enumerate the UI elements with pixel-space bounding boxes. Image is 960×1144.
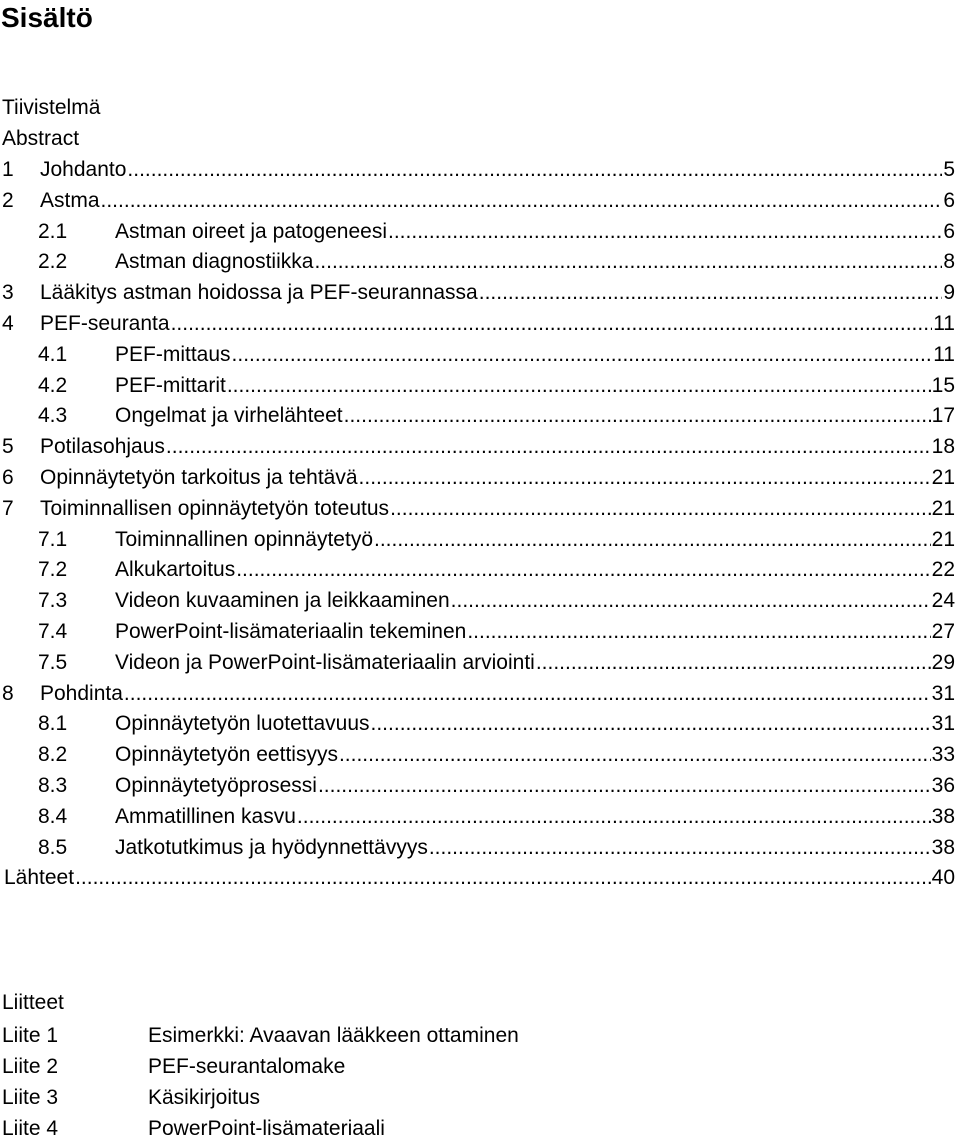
toc-entry-label: Ammatillinen kasvu <box>115 804 296 828</box>
toc-entry-label: Jatkotutkimus ja hyödynnettävyys <box>115 835 428 859</box>
toc-entry-number: 1 <box>2 158 14 181</box>
toc-entry-label: Opinnäytetyön luotettavuus <box>115 712 370 736</box>
toc-entry-number: 2.2 <box>38 250 68 274</box>
dot-leader <box>479 278 943 309</box>
toc-entry[interactable] <box>0 309 955 340</box>
toc-entry-page-number: 29 <box>931 650 955 674</box>
toc-entry-page-number: 17 <box>931 404 955 428</box>
toc-entry-page-number: 21 <box>931 527 955 551</box>
toc-entry-page-number: 9 <box>943 281 955 305</box>
dot-leader <box>232 340 933 371</box>
toc-entry[interactable] <box>0 155 955 186</box>
toc-entry-label: Astma <box>40 188 100 212</box>
dot-leader <box>344 401 931 432</box>
dot-leader <box>388 217 942 248</box>
toc-entry-page-number: 5 <box>943 158 955 181</box>
appendix-title: PEF-seurantalomake <box>148 1055 346 1078</box>
dot-leader <box>536 648 931 679</box>
toc-entry-label: Pohdinta <box>40 681 123 705</box>
toc-entry[interactable] <box>0 740 955 771</box>
toc-entry[interactable] <box>0 648 955 679</box>
toc-entry-page-number: 40 <box>931 866 955 890</box>
toc-entry[interactable] <box>0 525 955 556</box>
toc-entry[interactable] <box>0 802 955 833</box>
toc-entry-label: Ongelmat ja virhelähteet <box>115 404 343 428</box>
toc-entry[interactable] <box>0 247 955 278</box>
dot-leader <box>75 863 931 894</box>
toc-entry-number: 3 <box>2 281 14 305</box>
dot-leader <box>101 186 943 217</box>
toc-entry[interactable] <box>0 863 955 894</box>
toc-entry-page-number: 33 <box>931 743 955 767</box>
toc-entry-number: 8.3 <box>38 773 68 797</box>
table-of-contents <box>0 155 955 894</box>
toc-entry-number: 8.2 <box>38 743 68 767</box>
dot-leader <box>124 679 931 710</box>
dot-leader <box>227 371 931 402</box>
toc-entry-page-number: 21 <box>931 496 955 520</box>
toc-entry[interactable] <box>0 278 955 309</box>
toc-entry-label: Opinnäytetyön eettisyys <box>115 743 338 767</box>
toc-entry[interactable] <box>0 432 955 463</box>
toc-entry-tiivistelma: Tiivistelmä <box>2 96 101 119</box>
toc-entry-page-number: 6 <box>943 219 955 243</box>
toc-entry[interactable] <box>0 340 955 371</box>
toc-entry[interactable] <box>0 586 955 617</box>
toc-entry-number: 7.5 <box>38 650 68 674</box>
toc-entry-number: 4.1 <box>38 342 68 366</box>
appendix-item <box>0 1051 700 1082</box>
toc-entry-label: PEF-mittarit <box>115 373 226 397</box>
toc-entry-number: 6 <box>2 465 14 489</box>
dot-leader <box>318 771 931 802</box>
toc-entry-number: 4.2 <box>38 373 68 397</box>
appendix-id: Liite 4 <box>2 1117 59 1140</box>
toc-entry[interactable] <box>0 709 955 740</box>
toc-entry-label: Johdanto <box>40 158 127 181</box>
toc-entry-label: Videon ja PowerPoint-lisämateriaalin arviointi <box>115 650 535 674</box>
toc-entry-number: 8 <box>2 681 14 705</box>
toc-entry-number: 2 <box>2 188 14 212</box>
toc-entry-label: Lähteet <box>4 866 75 890</box>
toc-entry-label: PEF-seuranta <box>40 311 170 335</box>
toc-entry-page-number: 38 <box>931 835 955 859</box>
toc-entry[interactable] <box>0 617 955 648</box>
toc-entry-number: 7.3 <box>38 589 68 613</box>
toc-entry-page-number: 24 <box>931 589 955 613</box>
toc-entry-page-number: 38 <box>931 804 955 828</box>
toc-entry[interactable] <box>0 833 955 864</box>
dot-leader <box>371 709 931 740</box>
toc-entry-abstract: Abstract <box>2 127 80 150</box>
appendix-title: Käsikirjoitus <box>148 1086 261 1109</box>
toc-entry-page-number: 27 <box>931 619 955 643</box>
toc-entry-label: Videon kuvaaminen ja leikkaaminen <box>115 589 450 613</box>
dot-leader <box>339 740 931 771</box>
appendix-id: Liite 1 <box>2 1024 59 1047</box>
toc-entry-page-number: 8 <box>943 250 955 274</box>
toc-entry-number: 8.4 <box>38 804 68 828</box>
toc-entry-page-number: 31 <box>931 681 955 705</box>
toc-entry[interactable] <box>0 463 955 494</box>
appendix-title: Esimerkki: Avaavan lääkkeen ottaminen <box>148 1024 519 1047</box>
toc-entry-number: 4.3 <box>38 404 68 428</box>
toc-entry-page-number: 31 <box>931 712 955 736</box>
toc-entry-label: Opinnäytetyön tarkoitus ja tehtävä <box>40 465 358 489</box>
dot-leader <box>236 555 930 586</box>
toc-entry-page-number: 11 <box>933 311 955 335</box>
dot-leader <box>359 463 931 494</box>
toc-entry-number: 5 <box>2 435 14 459</box>
toc-entry-label: Potilasohjaus <box>40 435 165 459</box>
toc-entry-number: 4 <box>2 311 14 335</box>
toc-entry-label: Toiminnallinen opinnäytetyö <box>115 527 373 551</box>
toc-entry-page-number: 18 <box>931 435 955 459</box>
toc-entry-page-number: 11 <box>933 342 955 366</box>
toc-entry[interactable] <box>0 555 955 586</box>
toc-entry[interactable] <box>0 371 955 402</box>
toc-entry-label: Astman oireet ja patogeneesi <box>115 219 388 243</box>
toc-entry[interactable] <box>0 494 955 525</box>
appendices-heading: Liitteet <box>2 991 64 1014</box>
toc-entry-page-number: 21 <box>931 465 955 489</box>
toc-entry-number: 8.1 <box>38 712 68 736</box>
toc-entry-page-number: 22 <box>931 558 955 582</box>
appendix-list <box>0 1020 700 1144</box>
appendix-id: Liite 3 <box>2 1086 59 1109</box>
appendix-id: Liite 2 <box>2 1055 59 1078</box>
toc-entry[interactable] <box>0 186 955 217</box>
toc-entry[interactable] <box>0 217 955 248</box>
dot-leader <box>127 155 942 186</box>
toc-entry-page-number: 36 <box>931 773 955 797</box>
dot-leader <box>467 617 930 648</box>
toc-entry-label: PowerPoint-lisämateriaalin tekeminen <box>115 619 467 643</box>
dot-leader <box>171 309 933 340</box>
toc-entry-label: Astman diagnostiikka <box>115 250 314 274</box>
toc-entry[interactable] <box>0 771 955 802</box>
appendix-item <box>0 1020 700 1051</box>
dot-leader <box>297 802 931 833</box>
appendix-item <box>0 1113 700 1144</box>
appendix-item <box>0 1082 700 1113</box>
toc-entry-label: Toiminnallisen opinnäytetyön toteutus <box>40 496 390 520</box>
dot-leader <box>166 432 931 463</box>
page-title: Sisältö <box>1 2 93 33</box>
toc-entry-page-number: 15 <box>931 373 955 397</box>
toc-entry-number: 7 <box>2 496 14 520</box>
toc-entry-label: Opinnäytetyöprosessi <box>115 773 317 797</box>
dot-leader <box>314 247 942 278</box>
dot-leader <box>374 525 931 556</box>
dot-leader <box>451 586 931 617</box>
dot-leader <box>429 833 931 864</box>
toc-entry[interactable] <box>0 679 955 710</box>
toc-entry-number: 8.5 <box>38 835 68 859</box>
toc-entry-label: Alkukartoitus <box>115 558 236 582</box>
toc-entry-number: 7.2 <box>38 558 68 582</box>
toc-entry-number: 2.1 <box>38 219 68 243</box>
toc-entry-label: Lääkitys astman hoidossa ja PEF-seurannassa <box>40 281 478 305</box>
toc-entry-label: PEF-mittaus <box>115 342 231 366</box>
appendix-title: PowerPoint-lisämateriaali <box>148 1117 385 1140</box>
toc-entry-page-number: 6 <box>943 188 955 212</box>
dot-leader <box>390 494 931 525</box>
toc-entry-number: 7.1 <box>38 527 68 551</box>
toc-entry[interactable] <box>0 401 955 432</box>
toc-entry-number: 7.4 <box>38 619 68 643</box>
